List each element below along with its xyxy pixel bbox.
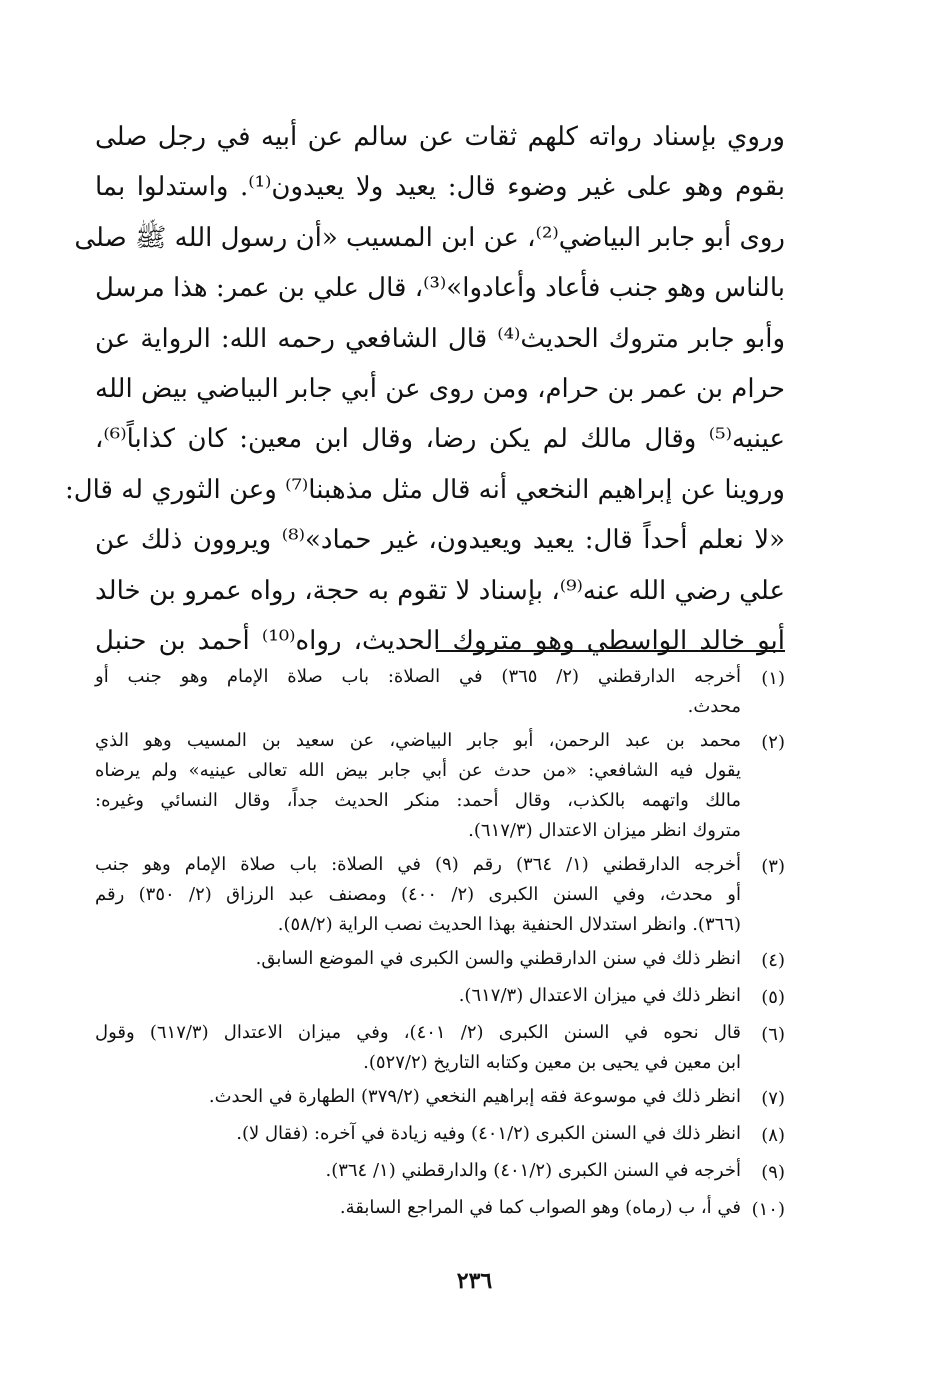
footnote-number: (٩) bbox=[761, 1162, 785, 1183]
footnote-number: (٣) bbox=[761, 856, 785, 877]
main-line: وروي بإسناد رواته كلهم ثقات عن سالم عن أبيه في رجل صلى bbox=[95, 122, 785, 152]
footnote-number: (٧) bbox=[761, 1088, 785, 1109]
footnote-text bbox=[95, 1018, 741, 1078]
footnote-number: (٤) bbox=[761, 950, 785, 971]
footnote-line: أخرجه في السنن الكبرى (٤٠١/٢) والدارقطني (١/ ٣٦٤). bbox=[325, 1160, 741, 1181]
footnotes bbox=[95, 662, 785, 1230]
main-line: علي رضي الله عنه⁽⁹⁾، بإسناد لا تقوم به حجة، رواه عمرو بن خالد bbox=[95, 575, 785, 606]
footnote-number: (١٠) bbox=[751, 1199, 785, 1220]
footnote-7 bbox=[95, 1082, 785, 1115]
footnote-8 bbox=[95, 1119, 785, 1152]
main-line: بالناس وهو جنب فأعاد وأعادوا»⁽³⁾، قال علي بن عمر: هذا مرسل bbox=[95, 273, 785, 304]
footnote-line: محدث. bbox=[687, 696, 741, 717]
footnote-number: (٢) bbox=[761, 732, 785, 753]
footnote-line: أو محدث، وفي السنن الكبرى (٢/ ٤٠٠) ومصنف عبد الرزاق (٢/ ٣٥٠) رقم bbox=[95, 884, 741, 905]
footnote-text bbox=[95, 1156, 741, 1186]
footnote-text bbox=[95, 850, 741, 940]
main-line: أبو خالد الواسطي وهو متروك الحديث، رواه⁽¹⁰⁾ أحمد بن حنبل bbox=[95, 625, 786, 656]
footnote-line: محمد بن عبد الرحمن، أبو جابر البياضي، عن سعيد بن المسيب وهو الذي bbox=[95, 730, 741, 751]
footnote-line: مالك واتهمه بالكذب، وقال أحمد: منكر الحديث جداً، وقال النسائي وغيره: bbox=[95, 790, 741, 811]
footnote-6 bbox=[95, 1018, 785, 1078]
footnote-line: أخرجه الدارقطني (٢/ ٣٦٥) في الصلاة: باب صلاة الإمام وهو جنب أو bbox=[95, 666, 741, 687]
main-line: بقوم وهو على غير وضوء قال: يعيد ولا يعيدون⁽¹⁾. واستدلوا بما bbox=[95, 172, 785, 203]
main-text bbox=[64, 112, 786, 666]
footnote-number: (٥) bbox=[761, 987, 785, 1008]
page-number: ٢٣٦ bbox=[456, 1268, 493, 1294]
footnote-line: انظر ذلك في سنن الدارقطني والسن الكبرى في الموضع السابق. bbox=[255, 948, 741, 969]
footnote-text bbox=[95, 981, 741, 1011]
footnote-4 bbox=[95, 944, 785, 977]
footnote-9 bbox=[95, 1156, 785, 1189]
footnote-text bbox=[95, 662, 741, 722]
footnote-1 bbox=[95, 662, 785, 722]
footnote-line: ابن معين في يحيى بن معين وكتابه التاريخ (٥٢٧/٢). bbox=[363, 1052, 741, 1073]
footnote-3 bbox=[95, 850, 785, 940]
main-line: «لا نعلم أحداً قال: يعيد ويعيدون، غير حماد»⁽⁸⁾ ويروون ذلك عن bbox=[95, 525, 785, 556]
footnote-number: (١) bbox=[761, 668, 785, 689]
main-line: حرام بن عمر بن حرام، ومن روى عن أبي جابر البياضي بيض الله bbox=[95, 373, 785, 404]
footnote-line: في أ، ب (رماه) وهو الصواب كما في المراجع السابقة. bbox=[339, 1197, 741, 1218]
main-line: وروينا عن إبراهيم النخعي أنه قال مثل مذهبنا⁽⁷⁾ وعن الثوري له قال: bbox=[64, 474, 785, 505]
footnote-line: انظر ذلك في موسوعة فقه إبراهيم النخعي (٣٧٩/٢) الطهارة في الحدث. bbox=[208, 1086, 741, 1107]
footnote-line: انظر ذلك في السنن الكبرى (٤٠١/٢) وفيه زيادة في آخره: (فقال لا). bbox=[236, 1123, 741, 1144]
footnote-separator bbox=[436, 650, 785, 652]
footnote-line: (٣٦٦). وانظر استدلال الحنفية بهذا الحديث نصب الراية (٥٨/٢). bbox=[277, 914, 741, 935]
main-text-block bbox=[64, 112, 786, 666]
footnote-2 bbox=[95, 726, 785, 846]
main-line: وأبو جابر متروك الحديث⁽⁴⁾ قال الشافعي رحمه الله: الرواية عن bbox=[95, 323, 786, 354]
footnote-line: متروك انظر ميزان الاعتدال (٦١٧/٣). bbox=[468, 820, 741, 841]
footnote-10 bbox=[95, 1193, 785, 1226]
footnote-number: (٨) bbox=[761, 1125, 785, 1146]
footnote-number: (٦) bbox=[761, 1024, 785, 1045]
main-line: روى أبو جابر البياضي⁽²⁾، عن ابن المسيب «أن رسول الله ﷺ صلى bbox=[74, 222, 785, 253]
footnote-text bbox=[95, 726, 741, 846]
footnote-text bbox=[95, 944, 741, 974]
footnote-5 bbox=[95, 981, 785, 1014]
main-line: عينيه⁽⁵⁾ وقال مالك لم يكن رضا، وقال ابن معين: كان كذاباً⁽⁶⁾، bbox=[95, 424, 785, 455]
footnote-line: أخرجه الدارقطني (١/ ٣٦٤) رقم (٩) في الصلاة: باب صلاة الإمام وهو جنب bbox=[95, 854, 741, 875]
footnote-text bbox=[95, 1119, 741, 1149]
footnote-text bbox=[95, 1193, 741, 1223]
footnote-text bbox=[95, 1082, 741, 1112]
footnote-line: قال نحوه في السنن الكبرى (٢/ ٤٠١)، وفي ميزان الاعتدال (٦١٧/٣) وقول bbox=[95, 1022, 742, 1043]
footnote-line: انظر ذلك في ميزان الاعتدال (٦١٧/٣). bbox=[458, 985, 741, 1006]
footnote-line: يقول فيه الشافعي: «من حدث عن أبي جابر بيض الله تعالى عينيه» ولم يرضاه bbox=[95, 760, 741, 781]
